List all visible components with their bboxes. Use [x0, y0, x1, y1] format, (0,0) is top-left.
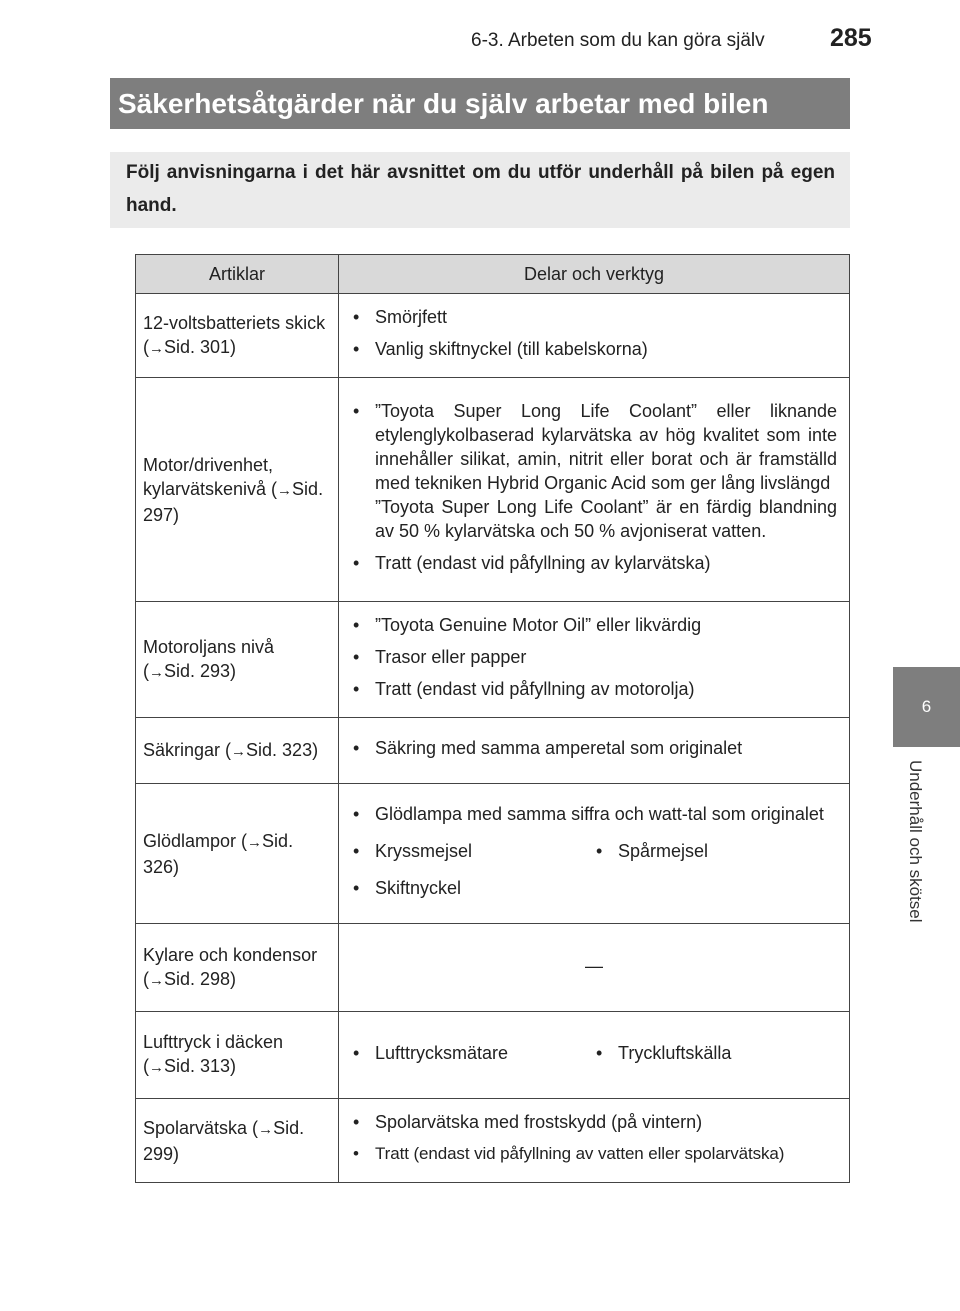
item-page-ref: Sid. 323)	[246, 739, 319, 760]
tools-cell-empty: —	[339, 924, 850, 1012]
chapter-tab-number: 6	[893, 667, 960, 747]
table-row	[136, 378, 850, 602]
tools-cell	[339, 602, 850, 718]
list-item: • Vanlig skiftnyckel (till kabelskorna)	[351, 337, 837, 361]
table-row	[136, 1099, 850, 1183]
item-cell	[136, 1012, 339, 1099]
item-cell	[136, 378, 339, 602]
list-item: • Tratt (endast vid påfyllning av vatten eller spolarvätska)	[351, 1142, 837, 1166]
coolant-note: ”Toyota Super Long Life Coolant” är en färdig blandning av 50 % kylarvätska och 50 % avjoniserat vatten.	[375, 497, 837, 541]
table-row	[136, 718, 850, 784]
tools-cell	[339, 1012, 850, 1099]
arrow-right-icon: →	[231, 742, 247, 760]
item-name: Säkringar (	[143, 739, 232, 760]
tools-cell	[339, 378, 850, 602]
item-name: 12-voltsbatteriets skick (	[143, 312, 326, 357]
arrow-right-icon: →	[149, 1059, 164, 1076]
list-item: • Spolarvätska med frostskydd (på vintern)	[351, 1110, 837, 1134]
item-page-ref: Sid. 297)	[143, 478, 324, 525]
column-header-items: Artiklar	[136, 255, 339, 294]
item-page-ref: Sid. 301)	[164, 336, 237, 357]
item-name: Kylare och kondensor (	[143, 944, 318, 989]
list-item: • Smörjfett	[351, 305, 837, 329]
tools-cell	[339, 294, 850, 378]
list-item: • Skiftnyckel	[351, 876, 837, 900]
item-page-ref: Sid. 298)	[164, 968, 237, 989]
item-page-ref: Sid. 326)	[143, 830, 294, 877]
list-item: • Lufttrycksmätare	[351, 1041, 594, 1065]
table-row	[136, 294, 850, 378]
item-cell	[136, 1099, 339, 1183]
page-number: 285	[830, 24, 872, 52]
list-item: • Trasor eller papper	[351, 645, 837, 669]
tools-cell	[339, 784, 850, 924]
table-row	[136, 784, 850, 924]
list-item: • Tratt (endast vid påfyllning av motorolja)	[351, 677, 837, 701]
parts-and-tools-table	[135, 254, 850, 1183]
arrow-right-icon: →	[149, 339, 164, 357]
arrow-right-icon: →	[277, 481, 293, 499]
list-item: • Spårmejsel	[594, 839, 837, 863]
tools-cell	[339, 718, 850, 784]
table-row	[136, 924, 850, 1012]
list-item: • Kryssmejsel	[351, 839, 594, 863]
arrow-right-icon: →	[247, 833, 263, 851]
item-cell	[136, 602, 339, 718]
arrow-right-icon: →	[258, 1120, 274, 1138]
list-item: • Glödlampa med samma siffra och watt-tal som originalet	[351, 802, 837, 826]
arrow-right-icon: →	[149, 663, 164, 681]
item-name: Spolarvätska (	[143, 1117, 259, 1138]
item-page-ref: Sid. 293)	[164, 660, 237, 681]
item-cell	[136, 294, 339, 378]
item-cell	[136, 924, 339, 1012]
tools-cell	[339, 1099, 850, 1183]
item-name: Lufttryck i däcken (	[143, 1032, 284, 1076]
table-row	[136, 602, 850, 718]
item-name: Glödlampor (	[143, 830, 248, 851]
column-header-tools: Delar och verktyg	[339, 255, 850, 294]
chapter-tab-label: Underhåll och skötsel	[906, 760, 925, 923]
item-cell	[136, 718, 339, 784]
section-title: Säkerhetsåtgärder när du själv arbetar med bilen	[110, 78, 850, 129]
list-item: • ”Toyota Genuine Motor Oil” eller likvärdig	[351, 613, 837, 637]
arrow-right-icon: →	[149, 971, 164, 989]
item-cell	[136, 784, 339, 924]
item-name: Motor/drivenhet, kylarvätskenivå (	[143, 454, 278, 499]
running-header-section: 6-3. Arbeten som du kan göra själv	[471, 30, 765, 51]
item-name: Motoroljans nivå (	[143, 636, 275, 681]
list-item: • Säkring med samma amperetal som originalet	[351, 736, 837, 760]
table-row	[136, 1012, 850, 1099]
coolant-spec: • ”Toyota Super Long Life Coolant” eller liknande etylenglykolbaserad kylarvätska av hög kvalitet som inte innehåller silikat, amin, nitrit eller borat och är framställd med tekniken Hybrid Organic Acid som ger lång livslängd	[375, 401, 837, 493]
intro-text: Följ anvisningarna i det här avsnittet om du utför underhåll på bilen på egen hand.	[110, 152, 850, 228]
item-page-ref: Sid. 299)	[143, 1117, 305, 1164]
table-header-row	[136, 255, 850, 294]
list-item	[351, 399, 837, 543]
list-item: • Tratt (endast vid påfyllning av kylarvätska)	[351, 551, 837, 575]
item-page-ref: Sid. 313)	[164, 1056, 237, 1076]
list-item: • Tryckluftskälla	[594, 1041, 837, 1065]
